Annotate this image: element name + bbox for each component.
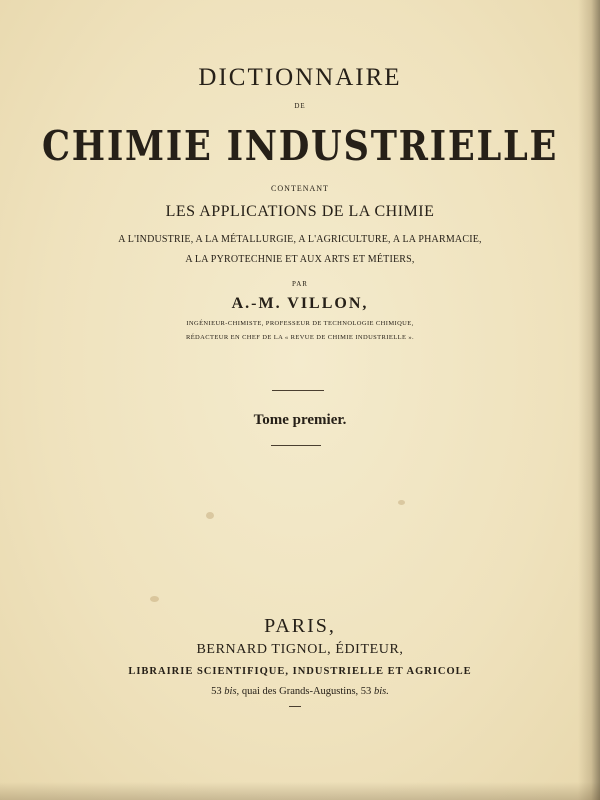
publisher-address	[0, 686, 600, 697]
dictionnaire-heading: DICTIONNAIRE	[198, 64, 402, 91]
divider-rule	[271, 445, 321, 446]
fields-line-1: A L'INDUSTRIE, A LA MÉTALLURGIE, A L'AGRICULTURE, A LA PHARMACIE,	[118, 234, 482, 245]
main-title: CHIMIE INDUSTRIELLE	[42, 122, 559, 170]
contenant-word: CONTENANT	[271, 184, 329, 193]
address-street: quai des Grands-Augustins, 53	[239, 686, 374, 697]
address-number: 53	[211, 686, 222, 697]
foxing-spot	[206, 512, 214, 519]
divider-rule	[272, 390, 324, 391]
publisher-name: BERNARD TIGNOL, ÉDITEUR,	[196, 642, 404, 657]
page-bottom-shadow	[0, 782, 600, 800]
volume-label: Tome premier.	[253, 412, 347, 428]
foxing-spot	[150, 596, 159, 602]
city-name: PARIS,	[264, 615, 336, 637]
par-word: PAR	[292, 280, 308, 288]
address-bis: bis.	[373, 686, 389, 697]
author-credential-1: INGÉNIEUR-CHIMISTE, PROFESSEUR DE TECHNOLOGIE CHIMIQUE,	[186, 320, 414, 327]
bookshop-name: LIBRAIRIE SCIENTIFIQUE, INDUSTRIELLE ET AGRICOLE	[128, 666, 472, 677]
foxing-spot	[398, 500, 405, 505]
page-binding-shadow	[578, 0, 600, 800]
subtitle-applications: LES APPLICATIONS DE LA CHIMIE	[165, 203, 435, 220]
address-bis: bis,	[224, 686, 240, 697]
author-credential-2: RÉDACTEUR EN CHEF DE LA « REVUE DE CHIMIE INDUSTRIELLE ».	[185, 334, 415, 341]
divider-rule	[289, 706, 301, 707]
de-word: DE	[294, 102, 306, 110]
author-name: A.-M. VILLON,	[231, 295, 369, 312]
fields-line-2: A LA PYROTECHNIE ET AUX ARTS ET MÉTIERS,	[185, 254, 415, 265]
